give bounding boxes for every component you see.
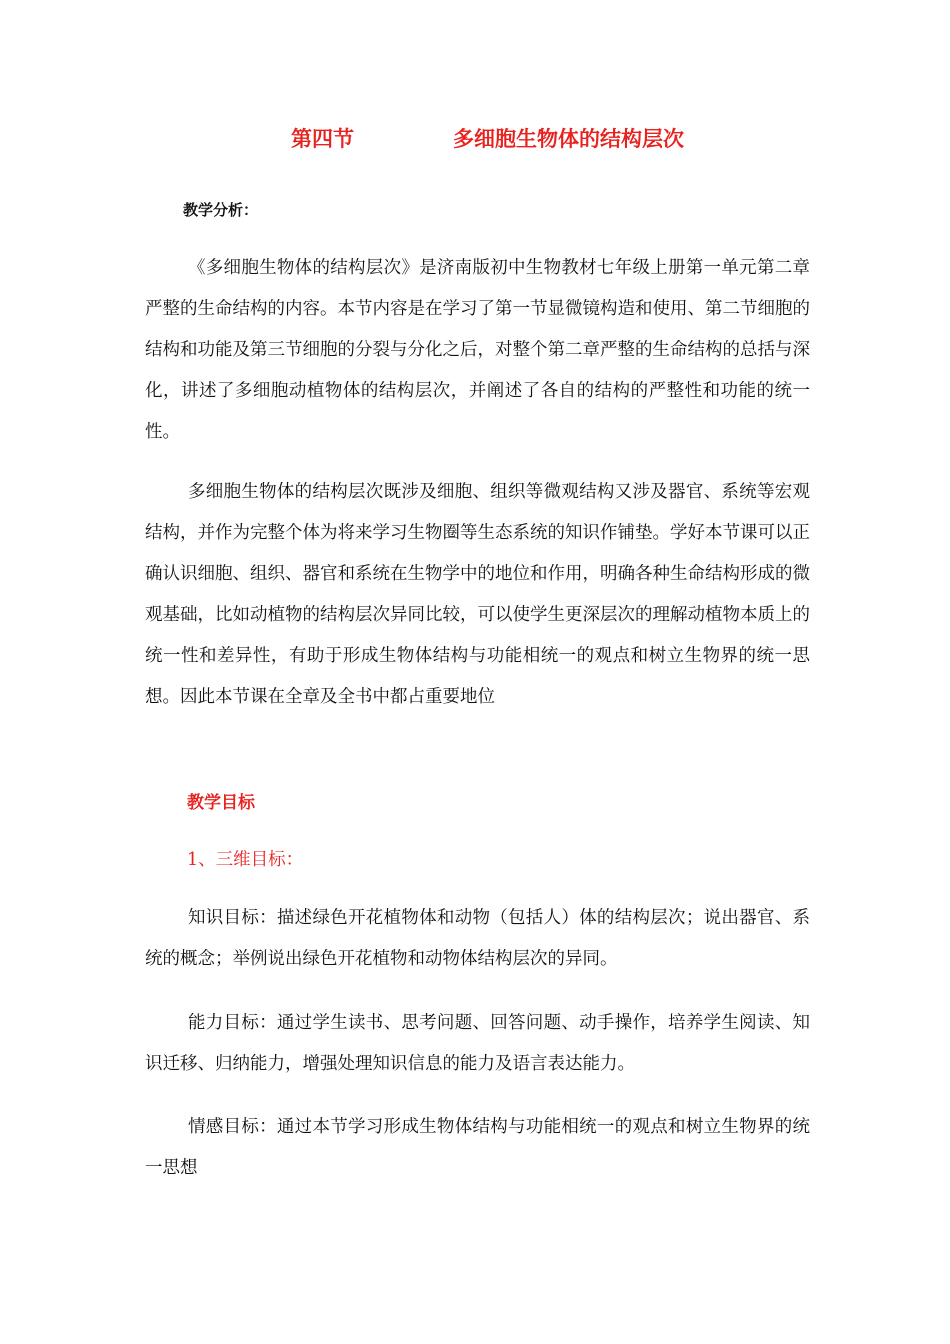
analysis-heading: 教学分析： (183, 201, 259, 219)
section-name: 多细胞生物体的结构层次 (453, 127, 684, 151)
analysis-paragraph-1: 《多细胞生物体的结构层次》是济南版初中生物教材七年级上册第一单元第二章严整的生命结构的内容。本节内容是在学习了第一节显微镜构造和使用、第二节细胞的结构和功能及第三节细胞的分裂与分化之后，对整个第二章严整的生命结构的总括与深化，讲述了多细胞动植物体的结构层次，并阐述了各自的结构的严整性和功能的统一性。 (145, 258, 810, 442)
objectives-subheading: 1、三维目标： (187, 850, 304, 870)
analysis-paragraph-2: 多细胞生物体的结构层次既涉及细胞、组织等微观结构又涉及器官、系统等宏观结构，并作为完整个体为将来学习生物圈等生态系统的知识作铺垫。学好本节课可以正确认识细胞、组织、器官和系统在生物学中的地位和作用，明确各种生命结构形成的微观基础，比如动植物的结构层次异同比较，可以使学生更深层次的理解动植物本质上的统一性和差异性，有助于形成生物体结构与功能相统一的观点和树立生物界的统一思想。因此本节课在全章及全书中都占重要地位 (145, 482, 810, 707)
objectives-heading: 教学目标 (187, 793, 255, 813)
emotion-objective: 情感目标：通过本节学习形成生物体结构与功能相统一的观点和树立生物界的统一思想 (145, 1117, 810, 1178)
ability-objective: 能力目标：通过学生读书、思考问题、回答问题、动手操作，培养学生阅读、知识迁移、归纳能力，增强处理知识信息的能力及语言表达能力。 (145, 1013, 810, 1074)
knowledge-objective: 知识目标：描述绿色开花植物体和动物（包括人）体的结构层次；说出器官、系统的概念；举例说出绿色开花植物和动物体结构层次的异同。 (145, 908, 810, 969)
section-number: 第四节 (291, 127, 354, 151)
